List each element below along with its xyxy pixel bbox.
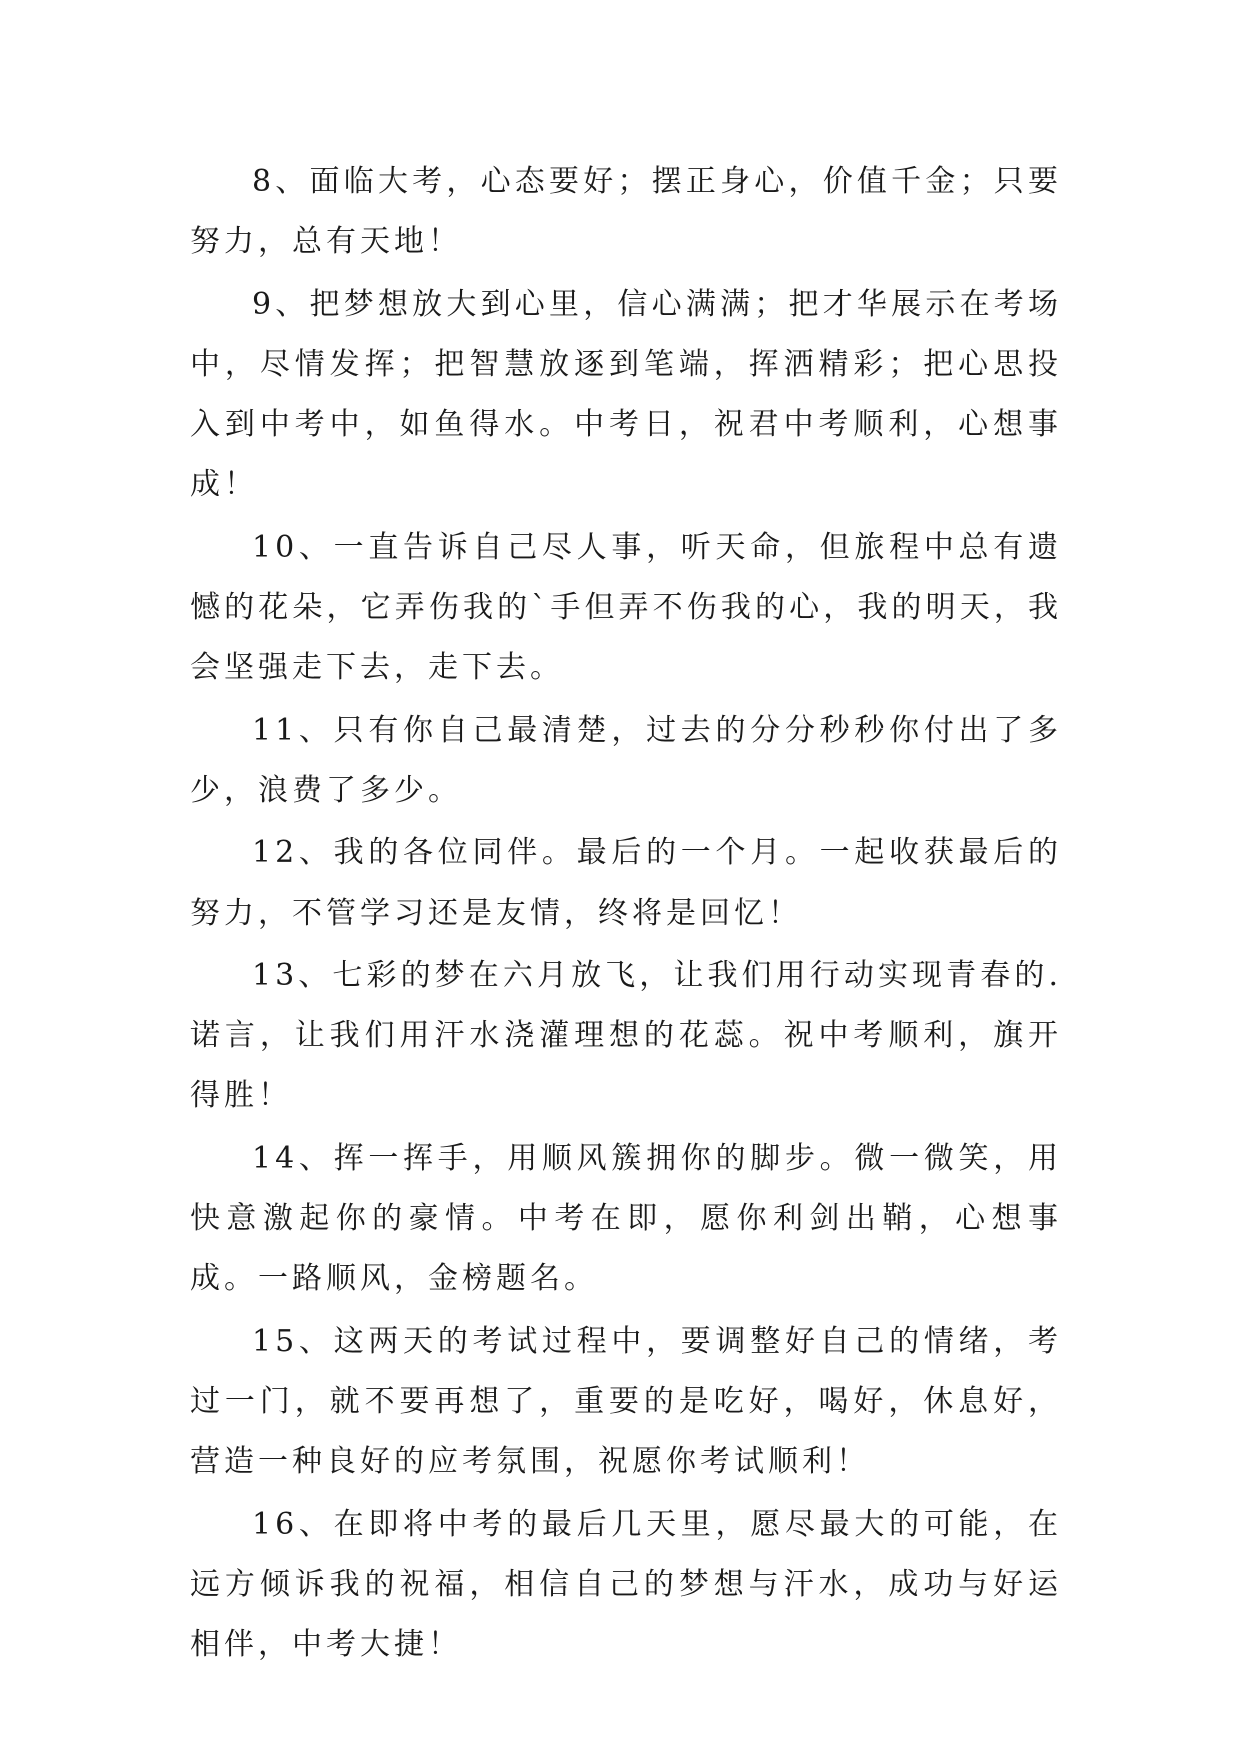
paragraph-12: 12、我的各位同伴。最后的一个月。一起收获最后的努力，不管学习还是友情，终将是回忆！ (190, 835, 1062, 931)
paragraph-14: 14、挥一挥手，用顺风簇拥你的脚步。微一微笑，用快意激起你的豪情。中考在即，愿你利剑出鞘，心想事成。一路顺风，金榜题名。 (190, 1140, 1062, 1297)
paragraph-9: 9、把梦想放大到心里，信心满满；把才华展示在考场中，尽情发挥；把智慧放逐到笔端，挥洒精彩；把心思投入到中考中，如鱼得水。中考日，祝君中考顺利，心想事成！ (190, 286, 1062, 503)
paragraph-16: 16、在即将中考的最后几天里，愿尽最大的可能，在远方倾诉我的祝福，相信自己的梦想与汗水，成功与好运相伴，中考大捷！ (190, 1506, 1062, 1663)
paragraph-15: 15、这两天的考试过程中，要调整好自己的情绪，考过一门，就不要再想了，重要的是吃好，喝好，休息好，营造一种良好的应考氛围，祝愿你考试顺利！ (190, 1323, 1062, 1480)
document-body (190, 152, 1062, 1677)
paragraph-11: 11、只有你自己最清楚，过去的分分秒秒你付出了多少，浪费了多少。 (190, 712, 1062, 808)
paragraph-10: 10、一直告诉自己尽人事，听天命，但旅程中总有遗憾的花朵，它弄伤我的`手但弄不伤我的心，我的明天，我会坚强走下去，走下去。 (190, 529, 1062, 686)
paragraph-13: 13、七彩的梦在六月放飞，让我们用行动实现青春的.诺言，让我们用汗水浇灌理想的花蕊。祝中考顺利，旗开得胜！ (190, 957, 1062, 1114)
paragraph-8: 8、面临大考，心态要好；摆正身心，价值千金；只要努力，总有天地！ (190, 164, 1062, 260)
